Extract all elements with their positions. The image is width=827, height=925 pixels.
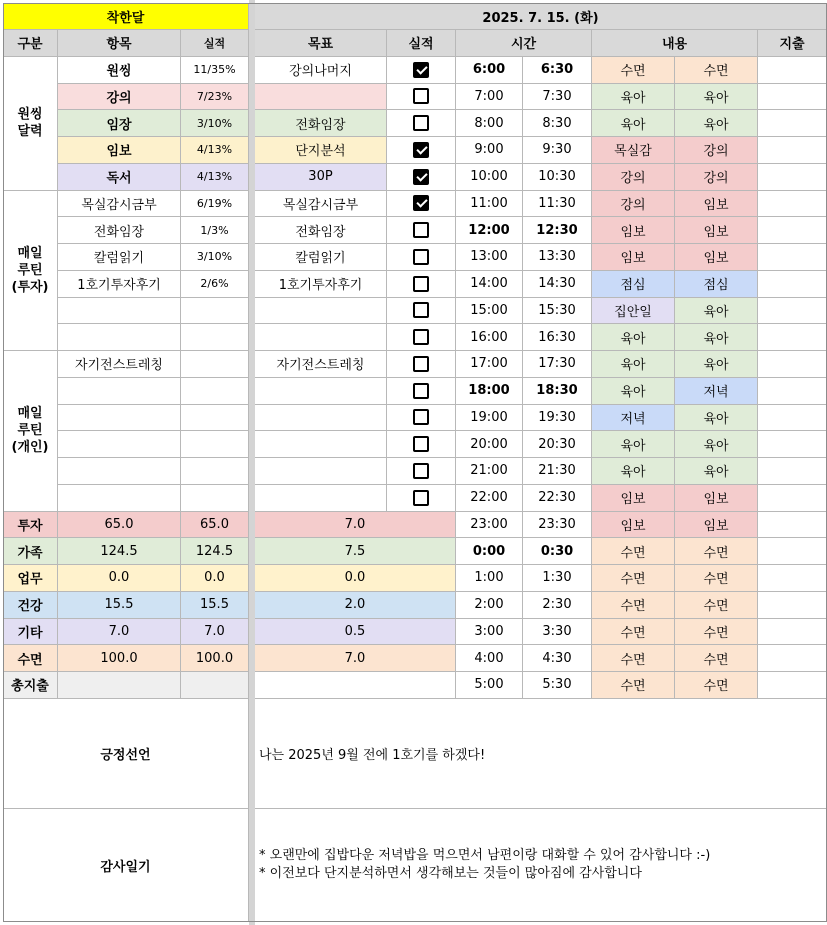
activity-cell[interactable]: 수면 xyxy=(675,619,758,646)
performance-cell xyxy=(181,324,249,351)
time-end: 22:30 xyxy=(523,485,592,512)
checkbox[interactable] xyxy=(413,222,429,238)
summary-label: 수면 xyxy=(3,645,58,672)
activity-cell[interactable]: 수면 xyxy=(592,645,675,672)
goal-cell[interactable] xyxy=(255,405,387,432)
performance-cell xyxy=(181,431,249,458)
activity-cell[interactable]: 임보 xyxy=(592,217,675,244)
sheet-title: 착한달 xyxy=(3,3,249,30)
item-cell: 원씽 xyxy=(58,57,181,84)
activity-cell[interactable]: 임보 xyxy=(592,244,675,271)
activity-cell[interactable]: 수면 xyxy=(675,565,758,592)
time-start: 0:00 xyxy=(456,538,523,565)
performance-cell: 7/23% xyxy=(181,84,249,111)
time-start: 3:00 xyxy=(456,619,523,646)
performance-cell: 4/13% xyxy=(181,137,249,164)
time-end: 15:30 xyxy=(523,298,592,325)
expense-cell[interactable] xyxy=(758,110,827,137)
time-end: 13:30 xyxy=(523,244,592,271)
summary-actual xyxy=(58,672,181,699)
checkbox-cell[interactable] xyxy=(387,191,456,218)
activity-cell[interactable]: 육아 xyxy=(675,298,758,325)
expense-cell[interactable] xyxy=(758,57,827,84)
goal-cell[interactable] xyxy=(255,324,387,351)
summary-actual: 100.0 xyxy=(58,645,181,672)
checkbox[interactable] xyxy=(413,276,429,292)
time-end: 19:30 xyxy=(523,405,592,432)
summary-total: 65.0 xyxy=(181,512,249,539)
goal-cell[interactable]: 1호기투자후기 xyxy=(255,271,387,298)
summary-actual: 0.0 xyxy=(58,565,181,592)
activity-cell[interactable]: 저녁 xyxy=(592,405,675,432)
time-end: 1:30 xyxy=(523,565,592,592)
item-cell: 임보 xyxy=(58,137,181,164)
goal-cell[interactable]: 전화임장 xyxy=(255,110,387,137)
checkbox[interactable] xyxy=(413,490,429,506)
checkbox-cell[interactable] xyxy=(387,110,456,137)
summary-total: 100.0 xyxy=(181,645,249,672)
checkbox-cell[interactable] xyxy=(387,405,456,432)
time-start: 19:00 xyxy=(456,405,523,432)
time-end: 21:30 xyxy=(523,458,592,485)
goal-cell[interactable]: 칼럼읽기 xyxy=(255,244,387,271)
checkbox[interactable] xyxy=(413,302,429,318)
checkbox-cell[interactable] xyxy=(387,458,456,485)
activity-cell[interactable]: 강의 xyxy=(675,137,758,164)
goal-cell[interactable]: 자기전스트레칭 xyxy=(255,351,387,378)
affirmation-label: 긍정선언 xyxy=(3,699,249,809)
time-start: 10:00 xyxy=(456,164,523,191)
activity-cell[interactable]: 집안일 xyxy=(592,298,675,325)
summary-goal: 7.0 xyxy=(255,512,456,539)
activity-cell[interactable]: 육아 xyxy=(675,431,758,458)
expense-cell[interactable] xyxy=(758,538,827,565)
performance-cell xyxy=(181,298,249,325)
item-cell: 목실감시금부 xyxy=(58,191,181,218)
activity-cell[interactable]: 육아 xyxy=(592,458,675,485)
group-label: 매일 루틴 (투자) xyxy=(3,191,58,352)
activity-cell[interactable]: 임보 xyxy=(675,244,758,271)
header-perf-right: 실적 xyxy=(387,30,456,57)
activity-cell[interactable]: 육아 xyxy=(675,351,758,378)
time-start: 23:00 xyxy=(456,512,523,539)
time-end: 8:30 xyxy=(523,110,592,137)
activity-cell[interactable]: 수면 xyxy=(592,565,675,592)
activity-cell[interactable]: 수면 xyxy=(592,57,675,84)
item-cell xyxy=(58,485,181,512)
time-end: 9:30 xyxy=(523,137,592,164)
time-end: 5:30 xyxy=(523,672,592,699)
expense-cell[interactable] xyxy=(758,405,827,432)
expense-cell[interactable] xyxy=(758,431,827,458)
goal-cell[interactable] xyxy=(255,378,387,405)
item-cell xyxy=(58,298,181,325)
group-label: 원씽 달력 xyxy=(3,57,58,191)
summary-label: 기타 xyxy=(3,619,58,646)
time-start: 4:00 xyxy=(456,645,523,672)
time-start: 9:00 xyxy=(456,137,523,164)
checkbox[interactable] xyxy=(413,409,429,425)
goal-cell[interactable] xyxy=(255,485,387,512)
goal-cell[interactable] xyxy=(255,458,387,485)
item-cell: 1호기투자후기 xyxy=(58,271,181,298)
time-end: 10:30 xyxy=(523,164,592,191)
expense-cell[interactable] xyxy=(758,645,827,672)
activity-cell[interactable]: 수면 xyxy=(592,672,675,699)
affirmation-text[interactable]: 나는 2025년 9월 전에 1호기를 하겠다! xyxy=(255,699,827,809)
checkbox[interactable] xyxy=(413,383,429,399)
activity-cell[interactable]: 점심 xyxy=(675,271,758,298)
activity-cell[interactable]: 육아 xyxy=(592,324,675,351)
performance-cell: 1/3% xyxy=(181,217,249,244)
performance-cell: 3/10% xyxy=(181,244,249,271)
time-start: 11:00 xyxy=(456,191,523,218)
gratitude-line: * 이전보다 단지분석하면서 생각해보는 것들이 많아짐에 감사합니다 xyxy=(259,866,642,881)
time-start: 8:00 xyxy=(456,110,523,137)
expense-cell[interactable] xyxy=(758,512,827,539)
summary-goal: 0.0 xyxy=(255,565,456,592)
summary-total: 124.5 xyxy=(181,538,249,565)
item-cell: 독서 xyxy=(58,164,181,191)
summary-actual: 15.5 xyxy=(58,592,181,619)
expense-cell[interactable] xyxy=(758,271,827,298)
time-end: 4:30 xyxy=(523,645,592,672)
activity-cell[interactable]: 육아 xyxy=(675,84,758,111)
activity-cell[interactable]: 임보 xyxy=(675,512,758,539)
checkbox[interactable] xyxy=(413,142,429,158)
time-end: 0:30 xyxy=(523,538,592,565)
time-end: 2:30 xyxy=(523,592,592,619)
date-header: 2025. 7. 15. (화) xyxy=(255,3,827,30)
header-goal: 목표 xyxy=(255,30,387,57)
activity-cell[interactable]: 수면 xyxy=(675,538,758,565)
time-start: 15:00 xyxy=(456,298,523,325)
activity-cell[interactable]: 임보 xyxy=(675,191,758,218)
goal-cell[interactable]: 목실감시금부 xyxy=(255,191,387,218)
expense-cell[interactable] xyxy=(758,324,827,351)
activity-cell[interactable]: 임보 xyxy=(592,485,675,512)
checkbox[interactable] xyxy=(413,195,429,211)
checkbox-cell[interactable] xyxy=(387,431,456,458)
expense-cell[interactable] xyxy=(758,298,827,325)
summary-total: 15.5 xyxy=(181,592,249,619)
time-start: 7:00 xyxy=(456,84,523,111)
activity-cell[interactable]: 육아 xyxy=(675,110,758,137)
checkbox[interactable] xyxy=(413,169,429,185)
pane-divider[interactable] xyxy=(249,0,255,925)
time-start: 5:00 xyxy=(456,672,523,699)
activity-cell[interactable]: 육아 xyxy=(675,405,758,432)
time-end: 20:30 xyxy=(523,431,592,458)
item-cell: 강의 xyxy=(58,84,181,111)
time-start: 2:00 xyxy=(456,592,523,619)
activity-cell[interactable]: 저녁 xyxy=(675,378,758,405)
checkbox-cell[interactable] xyxy=(387,164,456,191)
activity-cell[interactable]: 육아 xyxy=(675,324,758,351)
activity-cell[interactable]: 강의 xyxy=(592,191,675,218)
summary-label: 업무 xyxy=(3,565,58,592)
expense-cell[interactable] xyxy=(758,351,827,378)
activity-cell[interactable]: 강의 xyxy=(675,164,758,191)
header-content: 내용 xyxy=(592,30,758,57)
checkbox-cell[interactable] xyxy=(387,298,456,325)
summary-goal: 7.0 xyxy=(255,645,456,672)
summary-label: 건강 xyxy=(3,592,58,619)
activity-cell[interactable]: 수면 xyxy=(592,619,675,646)
time-end: 7:30 xyxy=(523,84,592,111)
time-start: 17:00 xyxy=(456,351,523,378)
checkbox-cell[interactable] xyxy=(387,84,456,111)
goal-cell[interactable]: 전화임장 xyxy=(255,217,387,244)
expense-cell[interactable] xyxy=(758,84,827,111)
summary-goal: 7.5 xyxy=(255,538,456,565)
activity-cell[interactable]: 육아 xyxy=(592,378,675,405)
time-start: 13:00 xyxy=(456,244,523,271)
gratitude-text[interactable] xyxy=(255,809,827,922)
summary-label: 총지출 xyxy=(3,672,58,699)
gratitude-line: * 오랜만에 집밥다운 저녁밥을 먹으면서 남편이랑 대화할 수 있어 감사합니다 :-) xyxy=(259,848,711,863)
expense-cell[interactable] xyxy=(758,137,827,164)
performance-cell xyxy=(181,378,249,405)
expense-cell[interactable] xyxy=(758,244,827,271)
activity-cell[interactable]: 수면 xyxy=(592,592,675,619)
item-cell: 칼럼읽기 xyxy=(58,244,181,271)
activity-cell[interactable]: 육아 xyxy=(592,431,675,458)
item-cell: 임장 xyxy=(58,110,181,137)
checkbox-cell[interactable] xyxy=(387,485,456,512)
summary-total xyxy=(181,672,249,699)
summary-goal: 0.5 xyxy=(255,619,456,646)
performance-cell: 4/13% xyxy=(181,164,249,191)
header-time: 시간 xyxy=(456,30,592,57)
gratitude-label: 감사일기 xyxy=(3,809,249,922)
expense-cell[interactable] xyxy=(758,565,827,592)
performance-cell: 6/19% xyxy=(181,191,249,218)
header-item: 항목 xyxy=(58,30,181,57)
summary-total: 0.0 xyxy=(181,565,249,592)
checkbox-cell[interactable] xyxy=(387,378,456,405)
summary-label: 가족 xyxy=(3,538,58,565)
performance-cell: 2/6% xyxy=(181,271,249,298)
checkbox[interactable] xyxy=(413,115,429,131)
checkbox-cell[interactable] xyxy=(387,244,456,271)
checkbox[interactable] xyxy=(413,249,429,265)
performance-cell: 11/35% xyxy=(181,57,249,84)
activity-cell[interactable]: 점심 xyxy=(592,271,675,298)
activity-cell[interactable]: 목실감 xyxy=(592,137,675,164)
checkbox-cell[interactable] xyxy=(387,271,456,298)
performance-cell xyxy=(181,458,249,485)
checkbox[interactable] xyxy=(413,329,429,345)
item-cell xyxy=(58,431,181,458)
time-start: 6:00 xyxy=(456,57,523,84)
time-start: 12:00 xyxy=(456,217,523,244)
header-category: 구분 xyxy=(3,30,58,57)
checkbox[interactable] xyxy=(413,62,429,78)
summary-actual: 65.0 xyxy=(58,512,181,539)
checkbox[interactable] xyxy=(413,356,429,372)
item-cell: 자기전스트레칭 xyxy=(58,351,181,378)
activity-cell[interactable]: 수면 xyxy=(592,538,675,565)
expense-cell[interactable] xyxy=(758,592,827,619)
checkbox-cell[interactable] xyxy=(387,57,456,84)
expense-cell[interactable] xyxy=(758,672,827,699)
checkbox-cell[interactable] xyxy=(387,351,456,378)
activity-cell[interactable]: 수면 xyxy=(675,592,758,619)
expense-cell[interactable] xyxy=(758,217,827,244)
summary-total: 7.0 xyxy=(181,619,249,646)
time-start: 20:00 xyxy=(456,431,523,458)
activity-cell[interactable]: 임보 xyxy=(592,512,675,539)
time-end: 12:30 xyxy=(523,217,592,244)
checkbox[interactable] xyxy=(413,463,429,479)
goal-cell[interactable]: 30P xyxy=(255,164,387,191)
checkbox[interactable] xyxy=(413,88,429,104)
goal-cell[interactable] xyxy=(255,84,387,111)
time-end: 16:30 xyxy=(523,324,592,351)
time-start: 16:00 xyxy=(456,324,523,351)
summary-goal xyxy=(255,672,456,699)
summary-actual: 7.0 xyxy=(58,619,181,646)
activity-cell[interactable]: 육아 xyxy=(592,351,675,378)
goal-cell[interactable] xyxy=(255,431,387,458)
time-end: 17:30 xyxy=(523,351,592,378)
performance-cell xyxy=(181,485,249,512)
time-end: 3:30 xyxy=(523,619,592,646)
activity-cell[interactable]: 임보 xyxy=(675,217,758,244)
time-end: 6:30 xyxy=(523,57,592,84)
goal-cell[interactable]: 강의나머지 xyxy=(255,57,387,84)
expense-cell[interactable] xyxy=(758,164,827,191)
activity-cell[interactable]: 임보 xyxy=(675,485,758,512)
summary-label: 투자 xyxy=(3,512,58,539)
activity-cell[interactable]: 수면 xyxy=(675,645,758,672)
checkbox-cell[interactable] xyxy=(387,324,456,351)
activity-cell[interactable]: 육아 xyxy=(592,84,675,111)
summary-actual: 124.5 xyxy=(58,538,181,565)
item-cell: 전화임장 xyxy=(58,217,181,244)
checkbox[interactable] xyxy=(413,436,429,452)
performance-cell: 3/10% xyxy=(181,110,249,137)
time-start: 18:00 xyxy=(456,378,523,405)
header-perf-left: 실적 xyxy=(181,30,249,57)
goal-cell[interactable] xyxy=(255,298,387,325)
performance-cell xyxy=(181,351,249,378)
expense-cell[interactable] xyxy=(758,619,827,646)
activity-cell[interactable]: 수면 xyxy=(675,57,758,84)
expense-cell[interactable] xyxy=(758,378,827,405)
time-start: 1:00 xyxy=(456,565,523,592)
item-cell xyxy=(58,458,181,485)
expense-cell[interactable] xyxy=(758,485,827,512)
item-cell xyxy=(58,324,181,351)
item-cell xyxy=(58,405,181,432)
activity-cell[interactable]: 수면 xyxy=(675,672,758,699)
activity-cell[interactable]: 육아 xyxy=(592,110,675,137)
activity-cell[interactable]: 강의 xyxy=(592,164,675,191)
checkbox-cell[interactable] xyxy=(387,137,456,164)
time-start: 22:00 xyxy=(456,485,523,512)
group-label: 매일 루틴 (개인) xyxy=(3,351,58,512)
expense-cell[interactable] xyxy=(758,191,827,218)
summary-goal: 2.0 xyxy=(255,592,456,619)
goal-cell[interactable]: 단지분석 xyxy=(255,137,387,164)
time-end: 23:30 xyxy=(523,512,592,539)
item-cell xyxy=(58,378,181,405)
expense-cell[interactable] xyxy=(758,458,827,485)
time-start: 21:00 xyxy=(456,458,523,485)
performance-cell xyxy=(181,405,249,432)
checkbox-cell[interactable] xyxy=(387,217,456,244)
header-expense: 지출 xyxy=(758,30,827,57)
time-end: 11:30 xyxy=(523,191,592,218)
time-end: 14:30 xyxy=(523,271,592,298)
activity-cell[interactable]: 육아 xyxy=(675,458,758,485)
time-end: 18:30 xyxy=(523,378,592,405)
time-start: 14:00 xyxy=(456,271,523,298)
